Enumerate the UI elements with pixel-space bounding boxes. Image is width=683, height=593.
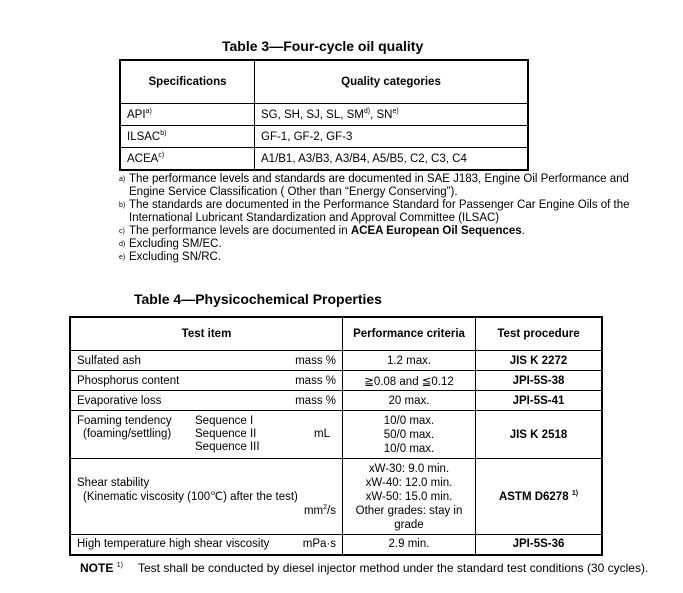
item-cell <box>70 535 343 555</box>
procedure-cell: JPI-5S-38 <box>476 371 603 391</box>
item-cell <box>70 391 343 411</box>
table4-note <box>80 561 670 575</box>
table-row <box>120 126 528 148</box>
table-row <box>120 104 528 126</box>
quality-text: , SN <box>370 108 393 121</box>
footnote-text: Excluding SN/RC. <box>129 251 222 263</box>
quality-table <box>119 59 529 171</box>
table3-title: Table 3—Four-cycle oil quality <box>222 38 424 54</box>
item-label: Foaming tendency <box>77 415 172 427</box>
footnote-mark: a) <box>145 107 152 115</box>
criteria-line: xW-30: 9.0 min. <box>368 462 450 475</box>
column-header: Performance criteria <box>343 317 476 351</box>
criteria-line: Other grades: stay in grade <box>355 504 463 531</box>
criteria-line: 10/0 max. <box>383 442 435 455</box>
column-header: Test procedure <box>476 317 603 351</box>
footnote-mark: d) <box>363 107 371 115</box>
column-header: Test item <box>70 317 343 351</box>
footnote-text: The standards are documented in the Performance Standard for Passenger Car Engine Oils of the International Lubricant Standardization and Approval Committee (ILSAC) <box>129 199 630 224</box>
table-row <box>70 411 602 459</box>
footnote-text: The performance levels are documented in <box>129 225 351 237</box>
table-row <box>70 371 602 391</box>
procedure-cell: JIS K 2272 <box>476 351 603 371</box>
table-header-row <box>120 60 528 104</box>
item-label-group <box>77 415 195 441</box>
item-cell <box>70 351 343 371</box>
criteria-cell: 2.9 min. <box>343 535 476 555</box>
footnote-emphasis: ACEA European Oil Sequences <box>350 225 522 237</box>
footnote <box>119 225 639 238</box>
item-label: High temperature high shear viscosity <box>77 538 270 551</box>
note-label: NOTE <box>80 561 114 575</box>
unit-label: mL <box>314 428 330 440</box>
footnote-mark: b) <box>160 129 167 137</box>
procedure-cell <box>476 459 603 535</box>
unit-label: mass % <box>295 354 336 367</box>
unit-label: mass % <box>295 374 336 387</box>
criteria-cell: 20 max. <box>343 391 476 411</box>
footnote-mark: b) <box>119 202 126 209</box>
table-row <box>70 535 602 555</box>
footnote <box>119 251 639 264</box>
procedure-label: ASTM D6278 <box>498 490 569 503</box>
footnote-text: . <box>521 225 525 237</box>
sequence-label: Sequence III <box>195 441 260 453</box>
criteria-line: 50/0 max. <box>383 428 435 441</box>
item-cell <box>70 371 343 391</box>
criteria-cell: ≧0.08 and ≦0.12 <box>343 371 476 391</box>
table4-title: Table 4—Physicochemical Properties <box>134 291 382 307</box>
footnote <box>119 238 639 251</box>
criteria-line: xW-50: 15.0 min. <box>365 490 453 503</box>
item-label: Phosphorus content <box>77 374 180 387</box>
footnote <box>119 173 639 199</box>
unit-label <box>77 504 336 518</box>
criteria-cell <box>343 459 476 535</box>
criteria-cell: 1.2 max. <box>343 351 476 371</box>
properties-table <box>69 316 603 556</box>
procedure-cell: JPI-5S-41 <box>476 391 603 411</box>
footnote-mark: c) <box>158 151 165 159</box>
criteria-line: 10/0 max. <box>383 414 435 427</box>
procedure-cell: JIS K 2518 <box>476 411 603 459</box>
column-header: Specifications <box>120 60 255 104</box>
table3-footnotes <box>119 173 639 264</box>
footnote <box>119 199 639 225</box>
table-row <box>70 459 602 535</box>
note-line <box>80 561 670 575</box>
item-label: (foaming/settling) <box>83 428 172 440</box>
item-cell <box>70 459 343 535</box>
item-label: Evaporative loss <box>77 394 162 407</box>
quality-cell: GF-1, GF-2, GF-3 <box>255 126 529 148</box>
table-row <box>120 148 528 171</box>
footnote-mark: 1) <box>571 489 579 497</box>
criteria-cell <box>343 411 476 459</box>
note-label-group <box>80 561 138 575</box>
table-row <box>70 391 602 411</box>
procedure-cell: JPI-5S-36 <box>476 535 603 555</box>
spec-cell <box>120 148 255 171</box>
spec-label: ACEA <box>127 152 159 165</box>
unit-label: mass % <box>295 394 336 407</box>
sequence-label: Sequence II <box>195 428 257 440</box>
spec-label: ILSAC <box>127 130 161 143</box>
note-text: Test shall be conducted by diesel injector method under the standard test conditions (30 cycles). <box>138 561 649 575</box>
unit-exponent: 2 <box>323 503 328 511</box>
spec-cell <box>120 104 255 126</box>
footnote-mark: e) <box>392 107 399 115</box>
spec-label: API <box>127 108 146 121</box>
sequence-label: Sequence I <box>195 415 254 427</box>
table-header-row <box>70 317 602 351</box>
criteria-line: xW-40: 12.0 min. <box>365 476 453 489</box>
footnote-mark: e) <box>119 254 126 261</box>
quality-cell <box>255 104 529 126</box>
footnote-mark: c) <box>119 228 125 235</box>
quality-text: SG, SH, SJ, SL, SM <box>261 108 364 121</box>
footnote-mark: 1) <box>116 562 123 569</box>
footnote-text: The performance levels and standards are documented in SAE J183, Engine Oil Performance and Engine Service Classification ( Other than “Energy Conserving”). <box>129 173 629 198</box>
quality-cell: A1/B1, A3/B3, A3/B4, A5/B5, C2, C3, C4 <box>255 148 529 171</box>
unit-label: mPa·s <box>302 538 336 551</box>
item-label: Shear stability <box>77 476 150 489</box>
column-header: Quality categories <box>255 60 529 104</box>
unit-suffix: /s <box>327 504 336 517</box>
item-cell <box>70 411 343 459</box>
table-row <box>70 351 602 371</box>
unit-base: mm <box>303 504 324 517</box>
footnote-text: Excluding SM/EC. <box>129 238 222 250</box>
item-label: (Kinematic viscosity (100℃) after the test) <box>83 490 298 503</box>
item-label: Sulfated ash <box>77 354 141 367</box>
sequence-list <box>195 415 275 454</box>
spec-cell <box>120 126 255 148</box>
footnote-mark: d) <box>119 241 126 248</box>
footnote-mark: a) <box>119 176 126 183</box>
